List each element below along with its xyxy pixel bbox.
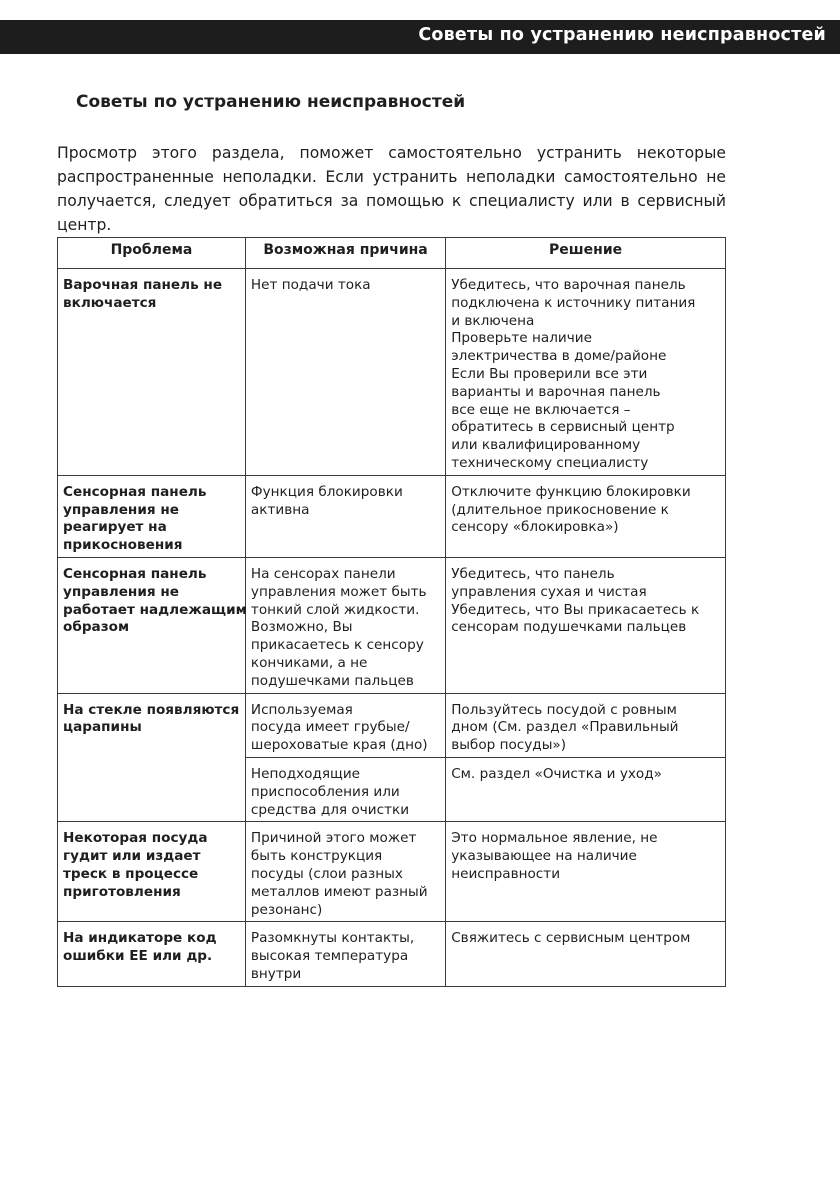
- cell-line: Разомкнуты контакты,: [250, 930, 415, 947]
- cell-line: средства для очистки: [250, 801, 410, 818]
- cell-line: металлов имеют разный: [250, 883, 428, 900]
- cell-line: посуды (слои разных: [250, 865, 403, 882]
- cell-line: резонанс): [250, 901, 323, 918]
- intro-paragraph: [57, 141, 726, 237]
- cell-line: прикосновения: [63, 537, 183, 554]
- table-row: [58, 557, 726, 693]
- cell-line: варианты и варочная панель: [451, 383, 661, 400]
- cell-line: Причиной этого может: [250, 830, 417, 847]
- problem-cell-text: [63, 694, 240, 740]
- cause-cell-text: [251, 922, 440, 985]
- cause-cell: [245, 922, 445, 986]
- cell-line: управления не: [63, 583, 179, 600]
- intro-line: получается, следует обратиться за помощью к специалисту или в сервисный: [57, 192, 726, 210]
- solution-cell: [446, 269, 726, 476]
- cell-line: управления не: [63, 501, 179, 518]
- cause-cell-text: [251, 694, 440, 757]
- problem-cell: [58, 475, 246, 557]
- solution-cell-text: [451, 476, 720, 539]
- cell-line: подключена к источнику питания: [451, 294, 696, 311]
- cause-cell: [245, 475, 445, 557]
- cell-line: внутри: [250, 965, 302, 982]
- cell-line: Неподходящие: [250, 765, 361, 782]
- table-row: [58, 269, 726, 476]
- solution-cell-text: [451, 922, 720, 950]
- table-row: [58, 475, 726, 557]
- problem-cell-text: [63, 822, 240, 903]
- cell-line: все еще не включается –: [451, 401, 631, 418]
- header-cause: Возможная причина: [245, 238, 445, 269]
- cause-cell-text: [251, 758, 440, 821]
- cause-cell-text: [251, 822, 440, 921]
- cell-line: приспособления или: [250, 783, 400, 800]
- cause-cell: [245, 557, 445, 693]
- cell-line: Это нормальное явление, не: [451, 830, 658, 847]
- cell-line: и включена: [451, 312, 535, 329]
- cell-line: работает надлежащим: [63, 601, 247, 618]
- cell-line: сенсорам подушечками пальцев: [451, 619, 687, 636]
- cell-line: См. раздел «Очистка и уход»: [451, 765, 662, 782]
- cell-line: треск в процессе: [63, 865, 199, 882]
- cell-line: управления сухая и чистая: [451, 583, 647, 600]
- cell-line: подушечками пальцев: [250, 672, 414, 689]
- intro-line: распространенные неполадки. Если устранить неполадки самостоятельно не: [57, 168, 726, 186]
- header-problem: Проблема: [58, 238, 246, 269]
- cause-cell-text: [251, 476, 440, 522]
- cell-line: реагирует на: [63, 519, 167, 536]
- problem-cell: [58, 693, 246, 822]
- problem-cell-text: [63, 476, 240, 557]
- cell-line: образом: [63, 619, 130, 636]
- cell-line: Используемая: [250, 701, 353, 718]
- cell-line: Убедитесь, что варочная панель: [451, 277, 686, 293]
- cell-line: Возможно, Вы: [250, 619, 353, 636]
- cause-cell: [245, 757, 445, 821]
- table-row: [58, 922, 726, 986]
- cell-line: неисправности: [451, 865, 561, 882]
- cell-line: Пользуйтесь посудой с ровным: [451, 701, 677, 718]
- cell-line: посуда имеет грубые/: [250, 719, 410, 736]
- solution-cell-text: [451, 269, 720, 475]
- problem-cell: [58, 922, 246, 986]
- cell-line: дном (См. раздел «Правильный: [451, 719, 679, 736]
- cell-line: Функция блокировки: [250, 483, 403, 500]
- cell-line: быть конструкция: [250, 848, 383, 865]
- header-title: Советы по устранению неисправностей: [418, 25, 826, 45]
- cell-line: шероховатые края (дно): [250, 737, 428, 754]
- cause-cell-text: [251, 558, 440, 693]
- solution-cell: [446, 757, 726, 821]
- solution-cell: [446, 693, 726, 757]
- header-solution: Решение: [446, 238, 726, 269]
- cause-cell: [245, 693, 445, 757]
- solution-cell: [446, 557, 726, 693]
- solution-cell: [446, 922, 726, 986]
- cell-line: Нет подачи тока: [250, 277, 371, 293]
- cell-line: Убедитесь, что Вы прикасаетесь к: [451, 601, 700, 618]
- cell-line: Убедитесь, что панель: [451, 565, 615, 582]
- cell-line: активна: [250, 501, 310, 518]
- header-bar: [0, 20, 840, 54]
- cell-line: гудит или издает: [63, 848, 201, 865]
- solution-cell: [446, 822, 726, 922]
- cell-line: Если Вы проверили все эти: [451, 365, 648, 382]
- cell-line: Варочная панель не: [63, 277, 223, 293]
- table-header-row: [58, 238, 726, 269]
- cell-line: техническому специалисту: [451, 454, 649, 471]
- intro-line: центр.: [57, 216, 112, 234]
- cell-line: На сенсорах панели: [250, 565, 396, 582]
- cell-line: или квалифицированному: [451, 437, 641, 454]
- troubleshooting-table: [57, 237, 726, 987]
- solution-cell-text: [451, 822, 720, 885]
- cell-line: тонкий слой жидкости.: [250, 601, 420, 618]
- troubleshooting-table-wrap: [57, 237, 726, 987]
- problem-cell-text: [63, 558, 247, 639]
- cell-line: указывающее на наличие: [451, 848, 637, 865]
- cell-line: высокая температура: [250, 948, 409, 965]
- cell-line: ошибки ЕЕ или др.: [63, 948, 213, 965]
- solution-cell-text: [451, 758, 720, 786]
- table-row: [58, 822, 726, 922]
- cell-line: Сенсорная панель: [63, 483, 207, 500]
- table-row: [58, 693, 726, 757]
- cell-line: выбор посуды»): [451, 737, 567, 754]
- problem-cell: [58, 269, 246, 476]
- cause-cell: [245, 822, 445, 922]
- cell-line: управления может быть: [250, 583, 427, 600]
- cause-cell-text: [251, 269, 440, 297]
- cell-line: На стекле появляются: [63, 701, 240, 718]
- cell-line: Некоторая посуда: [63, 830, 208, 847]
- cell-line: приготовления: [63, 883, 181, 900]
- cell-line: прикасаетесь к сенсору: [250, 637, 424, 654]
- problem-cell-text: [63, 922, 240, 968]
- problem-cell: [58, 822, 246, 922]
- cell-line: включается: [63, 294, 157, 311]
- cause-cell: [245, 269, 445, 476]
- solution-cell: [446, 475, 726, 557]
- cell-line: кончиками, а не: [250, 654, 368, 671]
- cell-line: На индикаторе код: [63, 930, 217, 947]
- problem-cell: [58, 557, 246, 693]
- cell-line: сенсору «блокировка»): [451, 519, 619, 536]
- cell-line: Свяжитесь с сервисным центром: [451, 930, 691, 947]
- cell-line: Отключите функцию блокировки: [451, 483, 691, 500]
- cell-line: Сенсорная панель: [63, 565, 207, 582]
- cell-line: электричества в доме/районе: [451, 348, 667, 365]
- cell-line: (длительное прикосновение к: [451, 501, 669, 518]
- cell-line: обратитесь в сервисный центр: [451, 419, 675, 436]
- intro-line: Просмотр этого раздела, поможет самостоятельно устранить некоторые: [57, 144, 726, 162]
- problem-cell-text: [63, 269, 240, 315]
- section-heading: Советы по устранению неисправностей: [76, 92, 466, 112]
- cell-line: царапины: [63, 719, 142, 736]
- solution-cell-text: [451, 558, 720, 639]
- solution-cell-text: [451, 694, 720, 757]
- cell-line: Проверьте наличие: [451, 330, 592, 347]
